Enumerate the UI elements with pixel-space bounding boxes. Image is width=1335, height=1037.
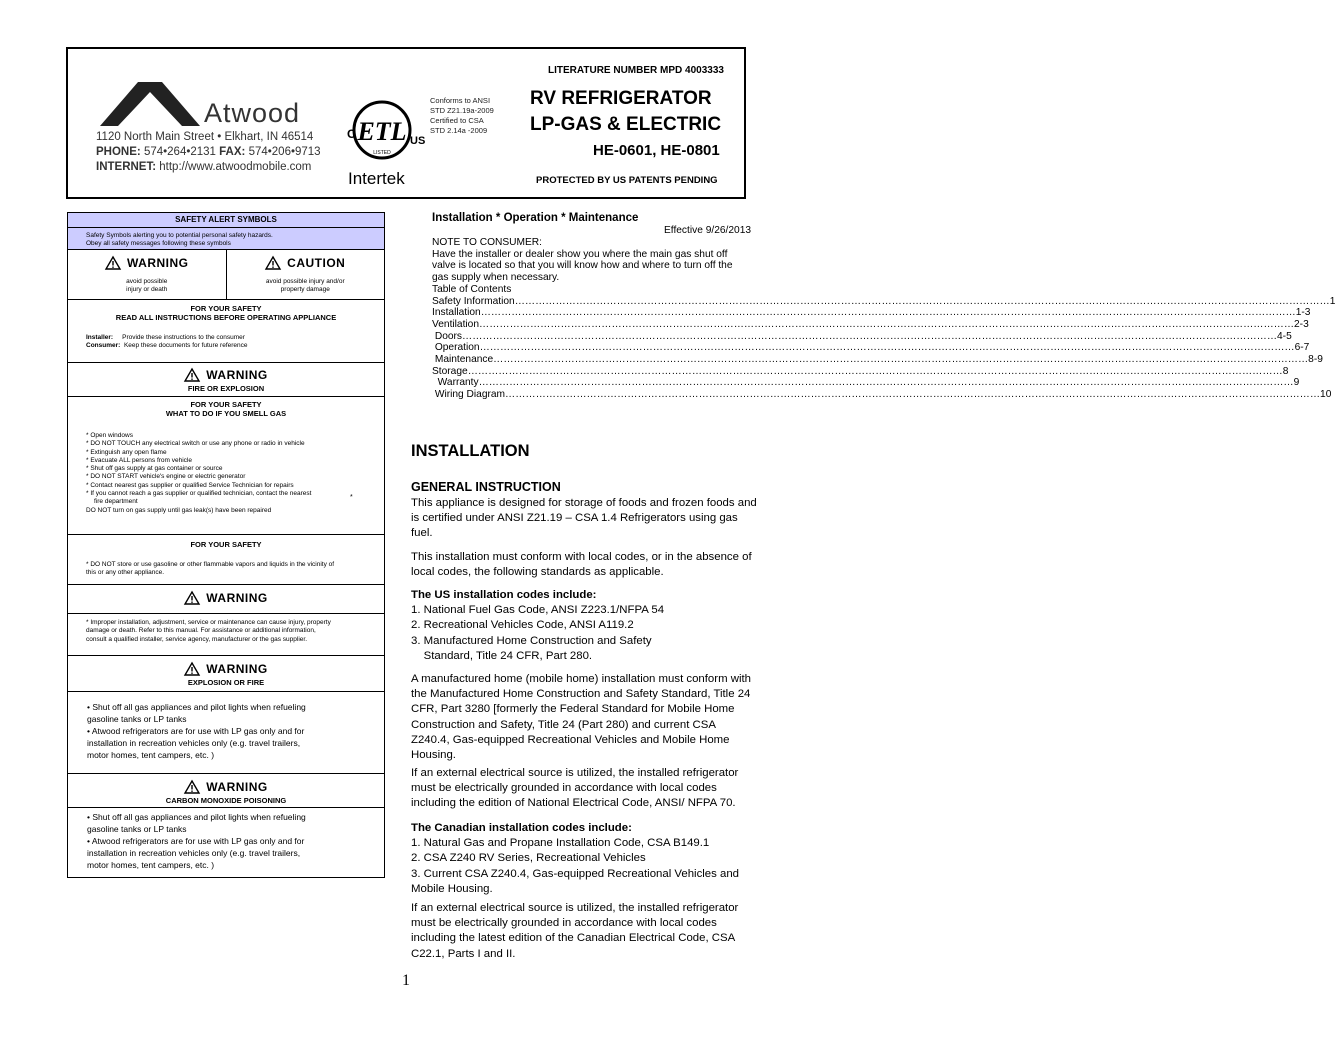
toc-page: 6-7 (1294, 342, 1310, 354)
installer-consumer-notes (68, 322, 384, 350)
toc-entry (432, 295, 1335, 308)
co-warning-signal (184, 780, 268, 794)
for-your-safety-heading: FOR YOUR SAFETY (190, 400, 262, 409)
caution-description (227, 278, 385, 294)
effective-date: Effective 9/26/2013 (664, 225, 752, 236)
atwood-a-icon (98, 80, 202, 128)
warning-desc-line: avoid possible (126, 278, 168, 285)
list-item: DO NOT turn on gas supply until gas leak(s) have been repaired (86, 506, 272, 514)
toc-leader: …………………………………………………………………………………………………………………………………………………………………………………………………………………… (480, 307, 1296, 319)
list-item: * Evacuate ALL persons from vehicle (86, 456, 192, 464)
general-warning-signal (184, 591, 268, 605)
list-item: installation in recreation vehicles only (e.g. travel trailers, (87, 848, 301, 858)
toc-leader: …………………………………………………………………………………………………………………………………………………………………………………………………………………… (478, 377, 1294, 389)
note-line: gas supply when necessary. (432, 272, 560, 284)
website-link[interactable]: http://www.atwoodmobile.com (159, 161, 312, 173)
safety-alert-text (68, 228, 384, 249)
list-item: • Atwood refrigerators are for use with LP gas only and for (87, 836, 305, 846)
toc-label: Safety Information (432, 295, 515, 307)
caution-word: CAUTION (287, 256, 346, 270)
consumer-label: Consumer: (86, 342, 121, 349)
list-item: • Atwood refrigerators are for use with LP gas only and for (87, 726, 305, 736)
toc-entry (432, 330, 1292, 343)
patent-notice: PROTECTED BY US PATENTS PENDING (536, 175, 718, 186)
improper-line: consult a qualified installer, service agency, manufacturer or the gas supplier. (86, 635, 307, 643)
caution-signal (265, 256, 345, 270)
warning-word: WARNING (206, 591, 268, 605)
list-item: • Shut off all gas appliances and pilot lights when refueling (87, 812, 306, 822)
toc-entry (432, 342, 1310, 354)
paragraph-design: This appliance is designed for storage of foods and frozen foods and is certified under ANSI Z21.19 – CSA 1.4 Refrigerators using gas fuel. (411, 497, 757, 540)
list-item: installation in recreation vehicles only (e.g. travel trailers, (87, 738, 301, 748)
address-line: 1120 North Main Street • Elkhart, IN 46514 (96, 131, 314, 143)
conformity-line: STD Z21.19a-2009 (430, 106, 494, 115)
phone-number: 574•264•2131 (143, 146, 216, 158)
installer-text: Provide these instructions to the consumer (122, 334, 245, 341)
caution-triangle-icon (265, 256, 281, 270)
read-instructions-section (68, 300, 384, 363)
list-item: 1. National Fuel Gas Code, ANSI Z223.1/NFPA 54 (411, 604, 665, 617)
toc-label: Ventilation (432, 318, 480, 330)
toc-entry (432, 389, 1332, 401)
fire-warning-signal (184, 368, 268, 382)
list-item: 2. CSA Z240 RV Series, Recreational Vehicles (411, 852, 646, 865)
safety-alert-section (68, 213, 384, 250)
warning-triangle-icon (184, 368, 200, 382)
improper-installation-section (68, 614, 384, 656)
explosion-fire-header (68, 656, 384, 692)
signal-words-row (68, 250, 384, 300)
toc-entry (432, 307, 1311, 319)
company-address (96, 130, 321, 175)
consumer-text: Keep these documents for future reference (123, 342, 248, 349)
list-item: * Contact nearest gas supplier or qualified Service Technician for repairs (86, 481, 294, 489)
smell-gas-list (68, 418, 384, 515)
explosion-warning-signal (184, 662, 268, 676)
paragraph-us-electrical: If an external electrical source is utilized, the installed refrigerator must be electrically grounded in accordance with local codes including the edition of National Electrical Code, ANSI/ NFPA 70. (411, 767, 739, 810)
toc-leader: …………………………………………………………………………………………………………………………………………………………………………………………………………………… (479, 342, 1295, 354)
etl-c-text: C (347, 127, 356, 141)
toc-page: 9 (1293, 377, 1300, 389)
note-line: valve is located so that you will know how and where to turn off the (432, 260, 733, 272)
read-instructions-title (68, 300, 384, 322)
general-warning-header (68, 585, 384, 614)
flammable-vapors-section (68, 535, 384, 585)
toc-leader: …………………………………………………………………………………………………………………………………………………………………………………………………………………… (493, 354, 1309, 366)
for-your-safety-heading: FOR YOUR SAFETY (190, 304, 262, 313)
conformity-line: Certified to CSA (430, 116, 484, 125)
asterisk-mark: * (350, 494, 353, 501)
caution-desc-line: avoid possible injury and/or (265, 278, 345, 285)
phone-label: PHONE: (96, 146, 141, 158)
us-codes-block (411, 588, 757, 664)
list-item: 3. Current CSA Z240.4, Gas-equipped Recreational Vehicles and Mobile Housing. (411, 867, 739, 895)
warning-word: WARNING (127, 256, 189, 270)
caution-desc-line: property damage (280, 286, 330, 293)
page-number: 1 (402, 972, 410, 989)
list-item: fire department (94, 498, 138, 506)
list-item: * Open windows (86, 432, 133, 439)
intertek-text: Intertek (348, 169, 405, 188)
improper-line: * Improper installation, adjustment, service or maintenance can cause injury, property (86, 619, 331, 626)
list-item: * If you cannot reach a gas supplier or qualified technician, contact the nearest (86, 490, 312, 498)
warning-word: WARNING (206, 780, 268, 794)
title-line-2: LP-GAS & ELECTRIC (530, 114, 722, 135)
toc-page: 8 (1282, 365, 1289, 377)
smell-gas-title (68, 397, 384, 418)
consumer-note (432, 237, 754, 296)
improper-installation-text (68, 614, 384, 644)
for-your-safety-heading: FOR YOUR SAFETY (190, 540, 262, 549)
model-numbers: HE-0601, HE-0801 (593, 142, 720, 159)
carbon-monoxide-section (68, 808, 384, 877)
list-item: * Extinguish any open flame (86, 448, 167, 456)
note-line: Have the installer or dealer show you where the main gas shut off (432, 248, 728, 260)
toc-label: Installation (432, 307, 481, 319)
co-warning-wrap (68, 774, 384, 805)
list-item: * DO NOT START vehicle's engine or electric generator (86, 473, 246, 481)
list-item: 2. Recreational Vehicles Code, ANSI A119.2 (411, 619, 634, 632)
general-warning-signal-wrap (68, 585, 384, 607)
warning-desc-line: injury or death (126, 286, 168, 293)
safety-alert-line: Obey all safety messages following these symbols (86, 240, 231, 247)
conformity-note (430, 96, 494, 136)
internet-label: INTERNET: (96, 161, 157, 173)
warning-cell (68, 250, 227, 299)
toc-page: 8-9 (1308, 354, 1323, 366)
paragraph-canadian-electrical: If an external electrical source is utilized, the installed refrigerator must be electrically grounded in accordance with local codes including the latest edition of the Canadian Electrical Code, CSA C22.1, Parts I and II. (411, 902, 739, 960)
etl-seal-icon (344, 96, 434, 190)
explosion-fire-section (68, 692, 384, 774)
read-all-heading: READ ALL INSTRUCTIONS BEFORE OPERATING APPLIANCE (115, 313, 337, 322)
etl-listed-text: LISTED (373, 150, 391, 156)
explosion-fire-title: EXPLOSION OR FIRE (187, 678, 265, 687)
canadian-codes-block (411, 821, 757, 897)
warning-triangle-icon (184, 662, 200, 676)
warning-triangle-icon (105, 256, 121, 270)
list-item: • Shut off all gas appliances and pilot lights when refueling (87, 702, 306, 712)
toc-label: Maintenance (432, 354, 494, 366)
safety-alert-line: Safety Symbols alerting you to potential personal safety hazards. (86, 232, 273, 239)
warning-triangle-icon (184, 591, 200, 605)
flammable-line: this or any other appliance. (86, 569, 165, 577)
table-of-contents (432, 295, 1335, 401)
toc-label: Doors (432, 330, 463, 342)
carbon-monoxide-header (68, 774, 384, 808)
list-item: * Shut off gas supply at gas container or source (86, 465, 223, 473)
toc-page: 1-3 (1295, 307, 1311, 319)
toc-page: 10 (1320, 389, 1332, 401)
note-line: NOTE TO CONSUMER: (432, 237, 542, 248)
list-item: * DO NOT TOUCH any electrical switch or use any phone or radio in vehicle (86, 440, 305, 448)
fax-label: FAX: (219, 146, 246, 158)
warning-description (68, 278, 226, 294)
paragraph-manufactured-home: A manufactured home (mobile home) installation must conform with the Manufactured Home Construction and Safety Standard, Title 24 CFR, Part 3280 [formerly the Federal Standard for Mobile Home Construction and Safety, Title 24 (Part 280) and current CSA Z240.4, Gas-equipped Recreational Vehicles and Mobile Home Housing. (411, 673, 751, 762)
toc-label: Operation (432, 342, 480, 354)
atwood-logo (92, 72, 332, 180)
etl-text: ETL (357, 117, 407, 146)
smell-gas-section (68, 397, 384, 535)
fax-number: 574•206•9713 (248, 146, 321, 158)
safety-alert-title: SAFETY ALERT SYMBOLS (68, 213, 384, 228)
list-item: gasoline tanks or LP tanks (87, 714, 187, 724)
toc-leader: …………………………………………………………………………………………………………………………………………………………………………………………………………………… (479, 318, 1295, 330)
toc-leader: …………………………………………………………………………………………………………………………………………………………………………………………………………………… (514, 295, 1330, 307)
improper-line: damage or death. Refer to this manual. For assistance or additional information, (86, 627, 316, 635)
toc-label: Wiring Diagram (432, 389, 506, 401)
us-codes-title: The US installation codes include: (411, 589, 597, 601)
flammable-warning-text (68, 549, 384, 578)
toc-page: 2-3 (1294, 318, 1309, 330)
warning-word: WARNING (206, 662, 268, 676)
title-line-1: RV REFRIGERATOR (530, 88, 712, 109)
general-instruction-heading: GENERAL INSTRUCTION (411, 480, 561, 494)
toc-entry (432, 354, 1323, 366)
literature-number: LITERATURE NUMBER MPD 4003333 (548, 65, 724, 76)
toc-entry (432, 377, 1300, 389)
etl-us-text: US (410, 135, 426, 147)
manual-heading: Installation * Operation * Maintenance (432, 212, 639, 224)
toc-page: 1 (1329, 295, 1335, 307)
safety-column (67, 212, 385, 878)
carbon-monoxide-list (68, 808, 384, 871)
toc-leader: …………………………………………………………………………………………………………………………………………………………………………………………………………………… (467, 365, 1283, 377)
list-item: motor homes, tent campers, etc. ) (87, 750, 215, 760)
flammable-line: * DO NOT store or use gasoline or other flammable vapors and liquids in the vicinity of (86, 561, 335, 568)
list-item: motor homes, tent campers, etc. ) (87, 860, 215, 870)
installer-label: Installer: (86, 334, 114, 341)
consumer-note (86, 342, 384, 350)
toc-entry (432, 365, 1289, 378)
list-item: 3. Manufactured Home Construction and Safety (411, 634, 652, 647)
brand-name: Atwood (204, 98, 301, 128)
fire-warning-header (68, 363, 384, 393)
fire-explosion-section (68, 363, 384, 397)
toc-entry (432, 318, 1309, 331)
fire-explosion-title: FIRE OR EXPLOSION (187, 384, 265, 393)
carbon-monoxide-title: CARBON MONOXIDE POISONING (165, 796, 287, 805)
toc-label: Warranty (432, 377, 479, 389)
canadian-codes-title: The Canadian installation codes include: (411, 822, 632, 834)
toc-label: Storage (432, 365, 468, 377)
explosion-fire-list (68, 692, 384, 761)
etl-listed-mark (344, 96, 434, 190)
internet-line (96, 160, 321, 175)
installer-note (86, 334, 384, 342)
toc-leader: …………………………………………………………………………………………………………………………………………………………………………………………………………………… (505, 389, 1321, 401)
intro-column (432, 212, 1335, 401)
phone-line (96, 145, 321, 160)
caution-cell (227, 250, 385, 299)
toc-leader: …………………………………………………………………………………………………………………………………………………………………………………………………………………… (462, 330, 1278, 342)
installation-heading: INSTALLATION (411, 442, 530, 460)
conformity-line: STD 2.14a -2009 (430, 126, 488, 135)
explosion-warning-wrap (68, 656, 384, 687)
toc-title: Table of Contents (432, 283, 512, 295)
toc-page: 4-5 (1277, 330, 1292, 342)
warning-word: WARNING (206, 368, 268, 382)
warning-triangle-icon (184, 780, 200, 794)
paragraph-codes: This installation must conform with local codes, or in the absence of local codes, the following standards as applicable. (411, 551, 752, 579)
smell-gas-heading: WHAT TO DO IF YOU SMELL GAS (165, 409, 287, 418)
warning-signal (105, 256, 189, 270)
list-item: gasoline tanks or LP tanks (87, 824, 187, 834)
list-item: 1. Natural Gas and Propane Installation Code, CSA B149.1 (411, 837, 710, 850)
list-item: Standard, Title 24 CFR, Part 280. (411, 649, 593, 662)
conformity-line: Conforms to ANSI (430, 96, 491, 105)
